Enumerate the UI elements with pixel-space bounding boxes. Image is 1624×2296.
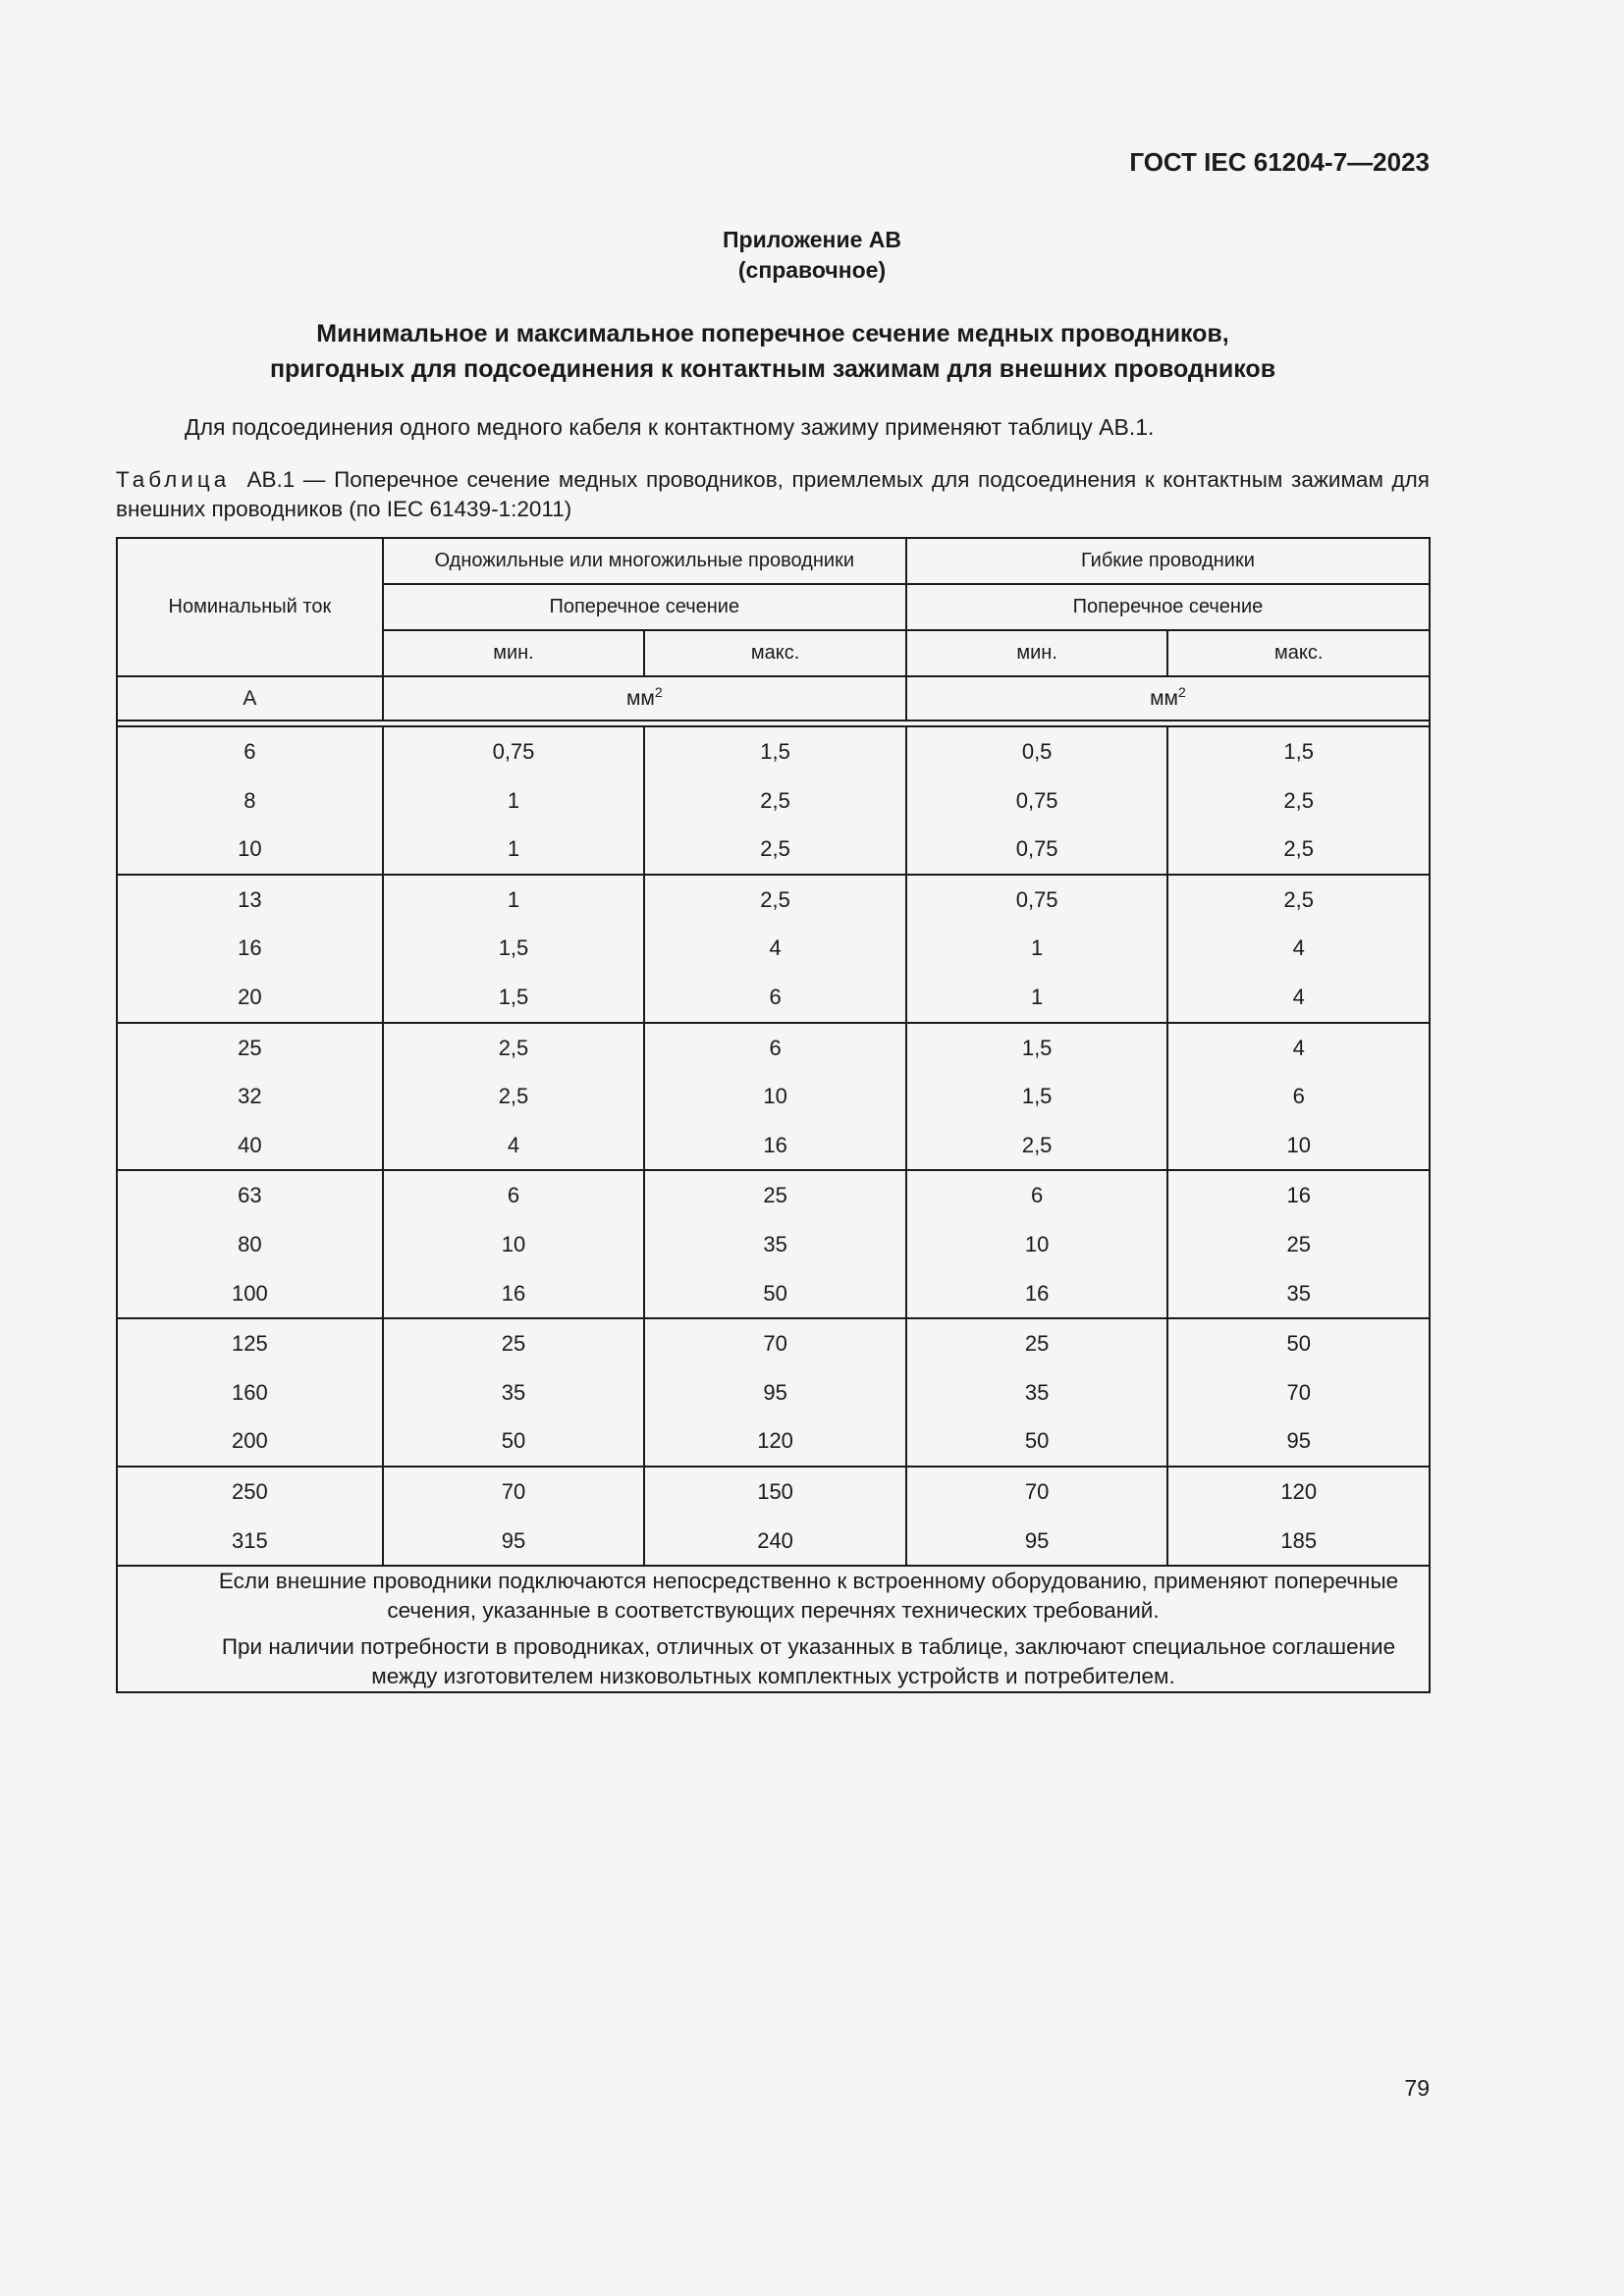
header-solid-cross-section: Поперечное сечение [383, 584, 906, 630]
document-code: ГОСТ IEC 61204-7—2023 [1129, 147, 1430, 177]
table-cell-value: 315 [231, 1527, 268, 1553]
table-cell-value: 16 [501, 1280, 526, 1306]
table-cell-value: 1,5 [760, 739, 790, 764]
cell-solid-min [383, 1023, 645, 1171]
table-cell-value: 50 [763, 1280, 787, 1306]
cell-solid-min [383, 875, 645, 1023]
table-cell-value: 32 [238, 1084, 262, 1109]
unit-current: А [117, 676, 383, 721]
unit-flexible-area-base: мм [1150, 686, 1178, 710]
header-solid-conductors: Одножильные или многожильные проводники [383, 538, 906, 584]
table-cell-value: 70 [1024, 1478, 1050, 1504]
table-cell-value: 50 [501, 1428, 526, 1454]
table-cell-value: 150 [757, 1478, 793, 1504]
table-cell-value: 250 [231, 1478, 268, 1504]
header-flexible-conductors: Гибкие проводники [906, 538, 1430, 584]
table-cell-value: 120 [1280, 1478, 1318, 1504]
unit-solid-area-base: мм [625, 686, 655, 710]
table-note-1: Если внешние проводники подключаются непосредственно к встроенному оборудованию, применяют поперечные сечения, указанные в соответствующих перечнях технических требований. [218, 1569, 1399, 1624]
table-cell-value: 2,5 [498, 1035, 529, 1060]
table-cell-value: 125 [231, 1331, 268, 1357]
cell-flex-min [906, 726, 1168, 875]
table-cell-value: 2,5 [760, 836, 790, 862]
table-cell-value: 35 [1024, 1379, 1050, 1405]
table-cell-value: 2,5 [498, 1084, 529, 1109]
intro-paragraph: Для подсоединения одного медного кабеля к контактному зажиму применяют таблицу АВ.1. [185, 414, 1155, 440]
header-solid-min: мин. [383, 630, 645, 676]
table-cell-value: 8 [244, 787, 256, 813]
table-cell-value: 95 [1024, 1527, 1050, 1553]
table-cell-value: 1,5 [498, 935, 529, 961]
table-cell-value: 200 [231, 1428, 268, 1454]
table-cell-value: 63 [238, 1183, 262, 1208]
table-cell-value: 0,75 [1015, 836, 1058, 862]
table-cell-value: 95 [763, 1379, 787, 1405]
cell-flex-max [1167, 726, 1430, 875]
appendix-heading [0, 225, 1624, 286]
cell-flex-min [906, 1023, 1168, 1171]
table-cell-value: 1 [507, 787, 520, 813]
cell-solid-min [383, 1170, 645, 1318]
header-flexible-min: мин. [906, 630, 1168, 676]
table-cell-value: 6 [244, 739, 256, 764]
table-caption [116, 465, 1430, 524]
table-cell-value: 6 [507, 1183, 520, 1208]
cell-flex-max [1167, 875, 1430, 1023]
table-cell-value: 240 [757, 1527, 793, 1553]
unit-flexible-area-exponent: 2 [1177, 683, 1186, 700]
table-row-group [117, 1170, 1430, 1318]
appendix-subtitle: (справочное) [737, 257, 887, 283]
table-cell-value: 10 [501, 1231, 526, 1256]
cell-flex-max [1167, 1170, 1430, 1318]
table-cell-value: 40 [238, 1132, 262, 1157]
table-cell-value: 1,5 [1021, 1035, 1053, 1060]
cell-flex-min [906, 875, 1168, 1023]
table-cell-value: 10 [238, 836, 262, 862]
table-cell-value: 160 [231, 1379, 268, 1405]
table-caption-label: Таблица [116, 467, 231, 492]
table-cell-value: 1,5 [1021, 1084, 1053, 1109]
section-heading-line-1: Минимальное и максимальное поперечное сечение медных проводников, [316, 320, 1229, 347]
unit-solid-area-exponent: 2 [654, 683, 663, 700]
table-note-2: При наличии потребности в проводниках, отличных от указанных в таблице, заключают специальное соглашение между изготовителем низковольтных комплектных устройств и потребителем. [221, 1634, 1396, 1689]
cell-current [117, 1467, 383, 1566]
table-cell-value: 0,5 [1021, 739, 1053, 764]
table-cell-value: 13 [238, 886, 262, 912]
cell-solid-max [644, 1318, 906, 1467]
section-heading-line-2: пригодных для подсоединения к контактным зажимам для внешних проводников [269, 355, 1276, 383]
table-cell-value: 70 [501, 1478, 526, 1504]
table-notes [117, 1566, 1430, 1692]
header-flexible-max: макс. [1167, 630, 1430, 676]
table-cell-value: 1 [507, 886, 520, 912]
table-cell-value: 80 [238, 1231, 262, 1256]
table-cell-value: 2,5 [760, 886, 790, 912]
table-cell-value: 10 [1024, 1231, 1050, 1256]
table-row-group [117, 726, 1430, 875]
cell-current [117, 726, 383, 875]
table-cell-value: 25 [501, 1331, 526, 1357]
cell-flex-max [1167, 1318, 1430, 1467]
table-cell-value: 2,5 [1283, 836, 1314, 862]
table-cell-value: 50 [1286, 1331, 1311, 1357]
header-rated-current: Номинальный ток [117, 538, 383, 676]
table-cell-value: 120 [757, 1428, 793, 1454]
cell-current [117, 1170, 383, 1318]
table-cell-value: 100 [231, 1280, 268, 1306]
table-cell-value: 4 [1292, 984, 1305, 1009]
table-cell-value: 2,5 [1283, 787, 1314, 813]
table-cell-value: 70 [1286, 1379, 1311, 1405]
table-cell-value: 35 [763, 1231, 787, 1256]
table-caption-text: АВ.1 — Поперечное сечение медных проводников, приемлемых для подсоединения к контактным зажимам для внешних проводников (по IEC 61439-1:2011) [116, 467, 1430, 521]
table-cell-value: 2,5 [760, 787, 790, 813]
table-cell-value: 35 [1286, 1280, 1311, 1306]
table-cell-value: 185 [1280, 1527, 1318, 1553]
table-cell-value: 10 [763, 1084, 787, 1109]
table-cell-value: 0,75 [1015, 886, 1058, 912]
table-cell-value: 16 [238, 935, 262, 961]
table-cell-value: 50 [1024, 1428, 1050, 1454]
table-cell-value: 95 [1286, 1428, 1311, 1454]
table-cell-value: 4 [507, 1132, 520, 1157]
table-cell-value: 0,75 [1015, 787, 1058, 813]
cell-solid-max [644, 1467, 906, 1566]
cell-flex-max [1167, 1467, 1430, 1566]
cell-flex-max [1167, 1023, 1430, 1171]
cell-solid-min [383, 1318, 645, 1467]
table-cell-value: 6 [769, 1035, 782, 1060]
table-row-group [117, 1318, 1430, 1467]
table-row-group [117, 875, 1430, 1023]
cell-solid-max [644, 726, 906, 875]
table-cell-value: 16 [1286, 1183, 1311, 1208]
cell-current [117, 1023, 383, 1171]
table-cell-value: 2,5 [1283, 886, 1314, 912]
cell-solid-max [644, 1023, 906, 1171]
table-cell-value: 6 [1031, 1183, 1044, 1208]
table-cell-value: 95 [501, 1527, 526, 1553]
table-cell-value: 4 [769, 935, 782, 961]
table-cell-value: 4 [1292, 1035, 1305, 1060]
header-flexible-cross-section: Поперечное сечение [906, 584, 1430, 630]
table-cell-value: 16 [763, 1132, 787, 1157]
table-row-group [117, 1023, 1430, 1171]
table-cell-value: 1 [1031, 984, 1044, 1009]
appendix-title: Приложение АВ [722, 227, 901, 252]
table-cell-value: 1,5 [1283, 739, 1314, 764]
cell-current [117, 1318, 383, 1467]
cross-section-table [116, 537, 1431, 1693]
table-cell-value: 6 [1292, 1084, 1305, 1109]
table-cell-value: 4 [1292, 935, 1305, 961]
table-cell-value: 35 [501, 1379, 526, 1405]
page-number: 79 [1404, 2075, 1430, 2101]
table-cell-value: 20 [238, 984, 262, 1009]
table-cell-value: 1 [1031, 935, 1044, 961]
unit-solid-area [383, 676, 906, 721]
table-cell-value: 25 [1286, 1231, 1311, 1256]
table-cell-value: 25 [763, 1183, 787, 1208]
table-cell-value: 25 [238, 1035, 262, 1060]
cell-flex-min [906, 1170, 1168, 1318]
table-cell-value: 1,5 [498, 984, 529, 1009]
cell-solid-min [383, 1467, 645, 1566]
table-cell-value: 1 [507, 836, 520, 862]
table-cell-value: 70 [763, 1331, 787, 1357]
cell-solid-max [644, 875, 906, 1023]
table-cell-value: 2,5 [1021, 1132, 1053, 1157]
table-cell-value: 16 [1024, 1280, 1050, 1306]
cell-solid-max [644, 1170, 906, 1318]
table-row-group [117, 1467, 1430, 1566]
cell-flex-min [906, 1318, 1168, 1467]
unit-flexible-area [906, 676, 1430, 721]
table-cell-value: 0,75 [492, 739, 535, 764]
table-cell-value: 6 [769, 984, 782, 1009]
section-heading [116, 316, 1430, 387]
header-solid-max: макс. [644, 630, 906, 676]
table-cell-value: 10 [1286, 1132, 1311, 1157]
cell-flex-min [906, 1467, 1168, 1566]
cell-solid-min [383, 726, 645, 875]
cell-current [117, 875, 383, 1023]
table-cell-value: 25 [1024, 1331, 1050, 1357]
